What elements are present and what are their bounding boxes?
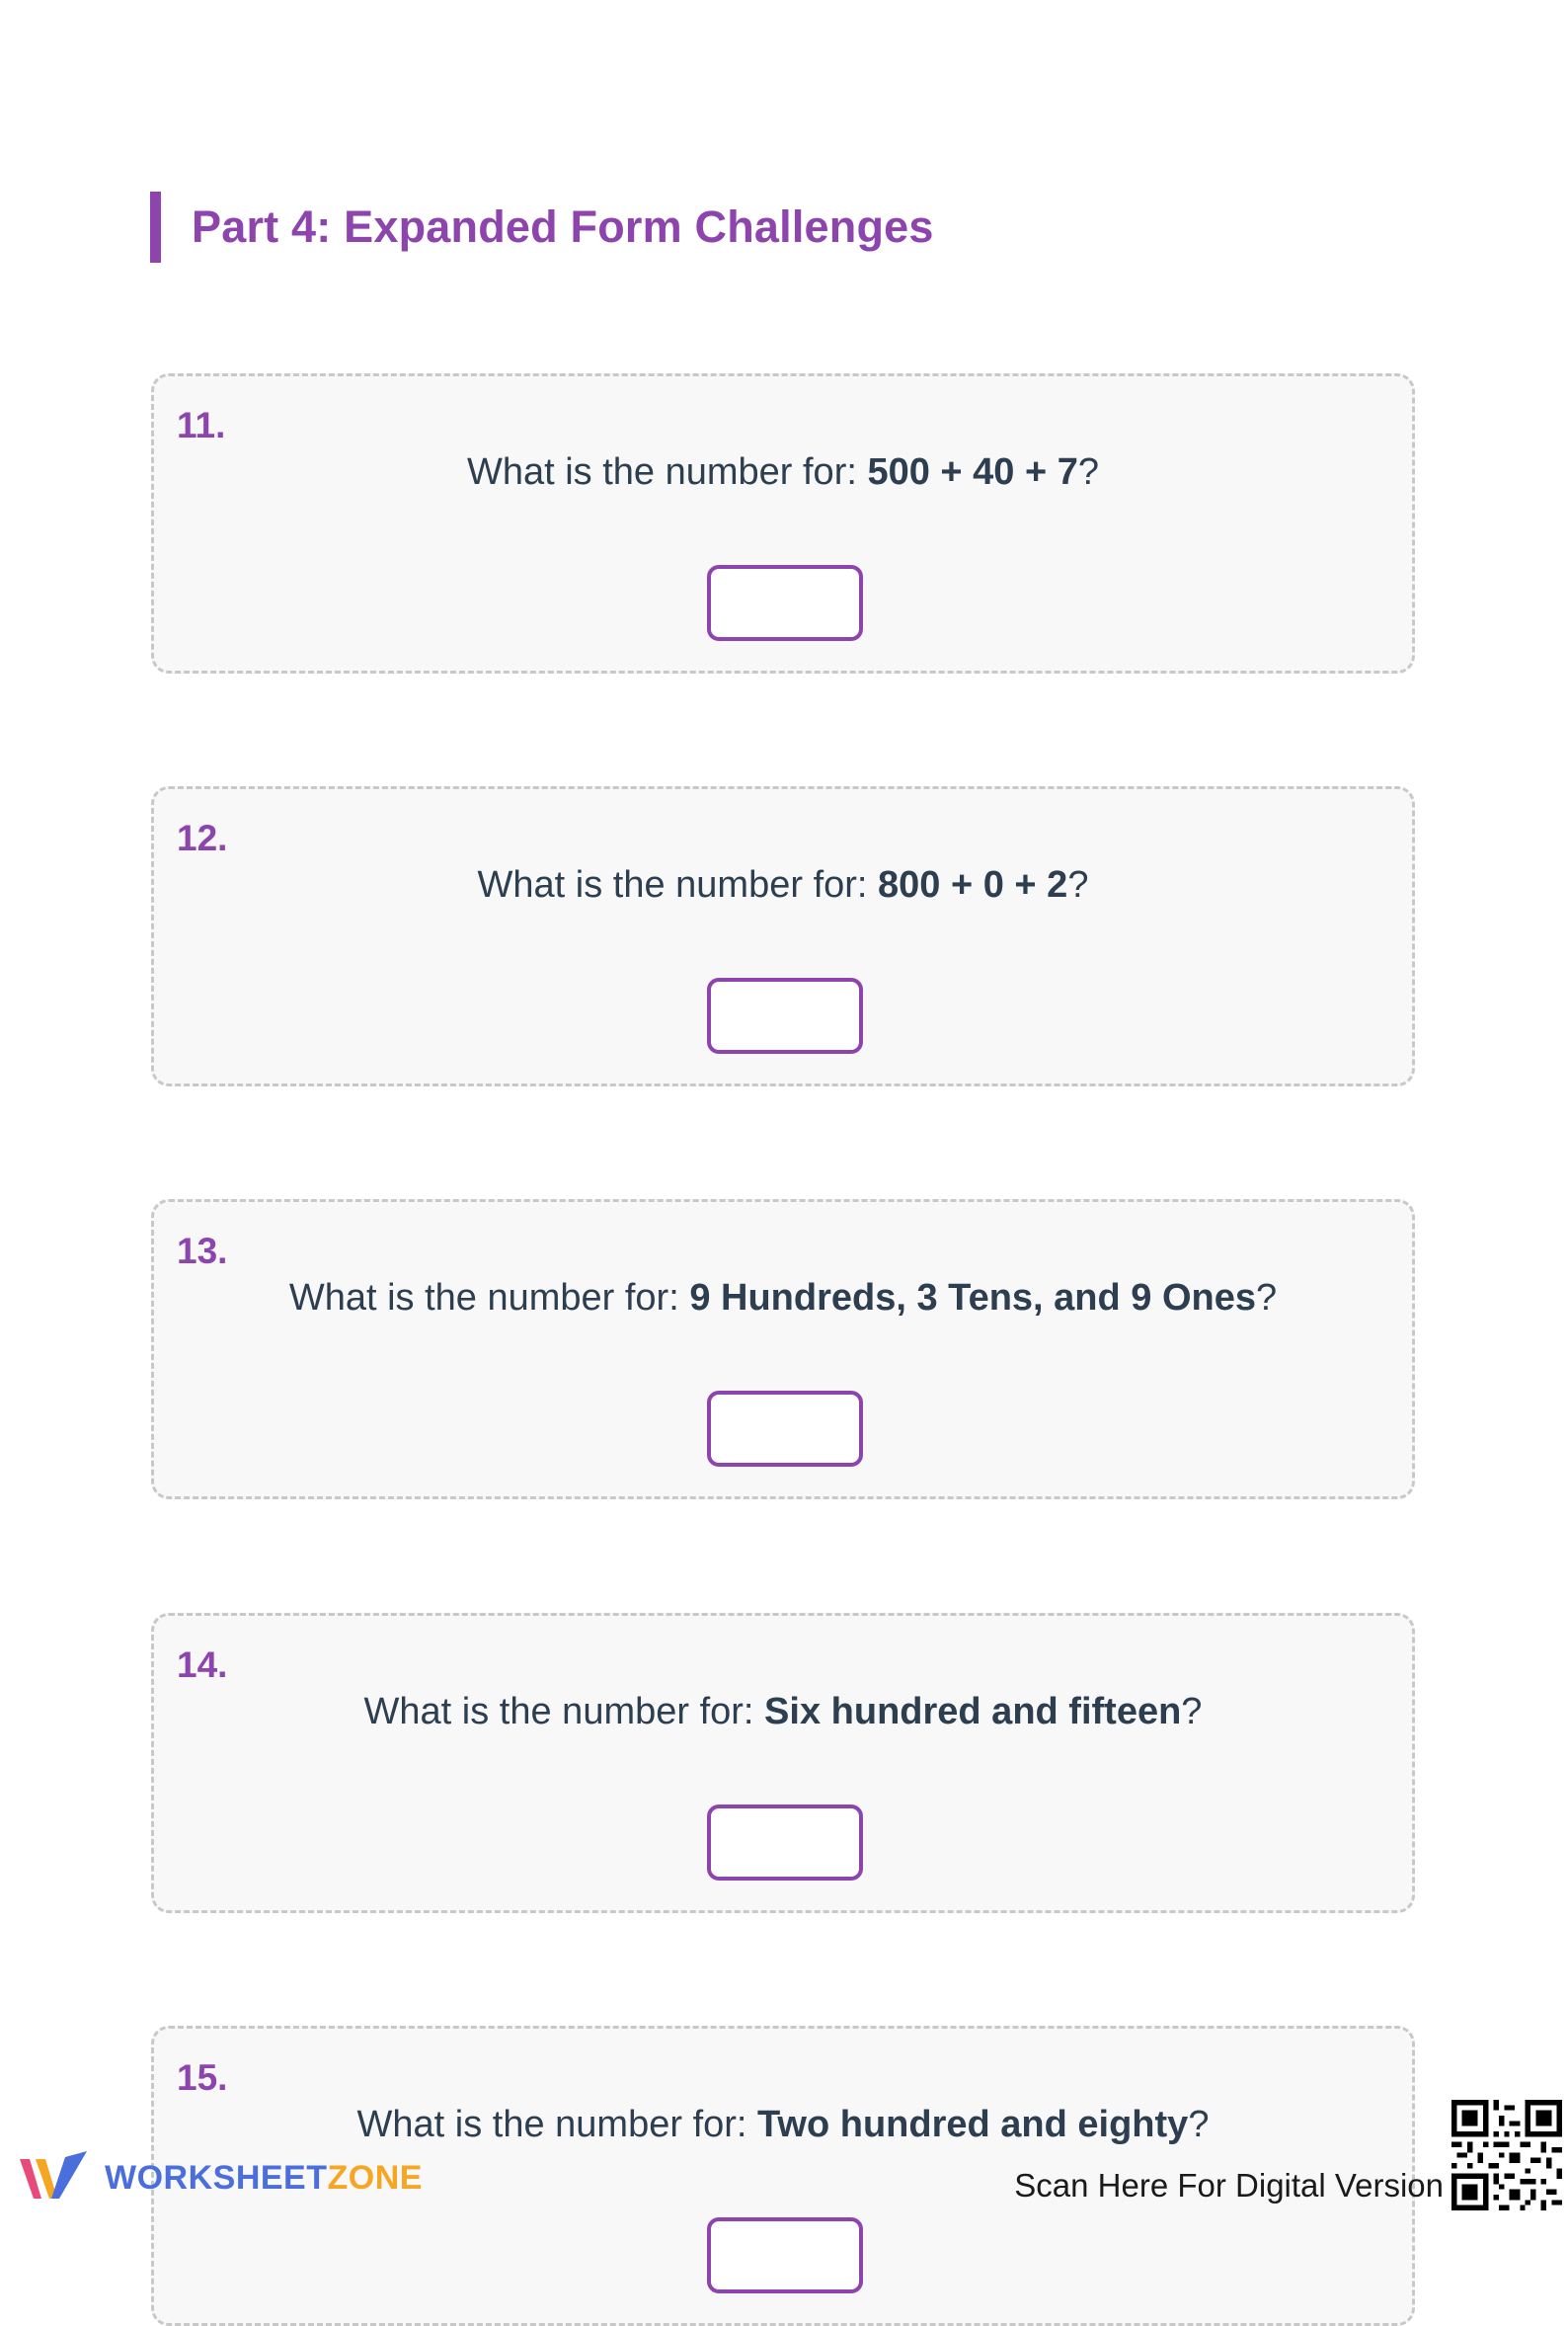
question-number: 13.: [177, 1231, 228, 1271]
question-emphasis: Two hundred and eighty: [757, 2104, 1189, 2145]
question-prompt: What is the number for:: [363, 1691, 765, 1732]
question-text: [154, 1691, 1412, 1733]
question-suffix: ?: [1077, 451, 1100, 493]
question-emphasis: 500 + 40 + 7: [867, 451, 1078, 493]
question-emphasis: Six hundred and fifteen: [764, 1691, 1182, 1732]
question-number: 11.: [177, 405, 226, 445]
section-header: [150, 192, 934, 263]
question-number: 14.: [177, 1644, 228, 1685]
scan-label: Scan Here For Digital Version: [1014, 2167, 1444, 2204]
question-card: [151, 1613, 1415, 1913]
question-text: [154, 1277, 1412, 1320]
question-text: [154, 864, 1412, 907]
section-accent-bar: [150, 192, 161, 263]
question-card: [151, 373, 1415, 674]
brand-name: WORKSHEETZONE: [105, 2158, 423, 2197]
brand-logo: [16, 2149, 423, 2206]
question-text: [154, 2104, 1412, 2146]
question-text: [154, 451, 1412, 494]
answer-box[interactable]: [707, 565, 863, 641]
question-card: [151, 1199, 1415, 1499]
answer-box[interactable]: [707, 1391, 863, 1467]
question-prompt: What is the number for:: [477, 864, 879, 906]
question-card: [151, 786, 1415, 1086]
question-suffix: ?: [1067, 864, 1089, 906]
answer-box[interactable]: [707, 1805, 863, 1881]
question-suffix: ?: [1181, 1691, 1203, 1732]
question-prompt: What is the number for:: [288, 1277, 690, 1319]
answer-box[interactable]: [707, 978, 863, 1054]
qr-code-icon[interactable]: [1451, 2100, 1562, 2210]
worksheetzone-logo-icon: [16, 2149, 93, 2206]
answer-box[interactable]: [707, 2217, 863, 2293]
question-suffix: ?: [1256, 1277, 1278, 1319]
question-suffix: ?: [1188, 2104, 1210, 2145]
question-prompt: What is the number for:: [356, 2104, 758, 2145]
question-prompt: What is the number for:: [466, 451, 868, 493]
section-title: Part 4: Expanded Form Challenges: [192, 201, 934, 252]
question-emphasis: 9 Hundreds, 3 Tens, and 9 Ones: [689, 1277, 1257, 1319]
question-number: 15.: [177, 2057, 228, 2098]
question-emphasis: 800 + 0 + 2: [878, 864, 1068, 906]
question-number: 12.: [177, 818, 228, 858]
